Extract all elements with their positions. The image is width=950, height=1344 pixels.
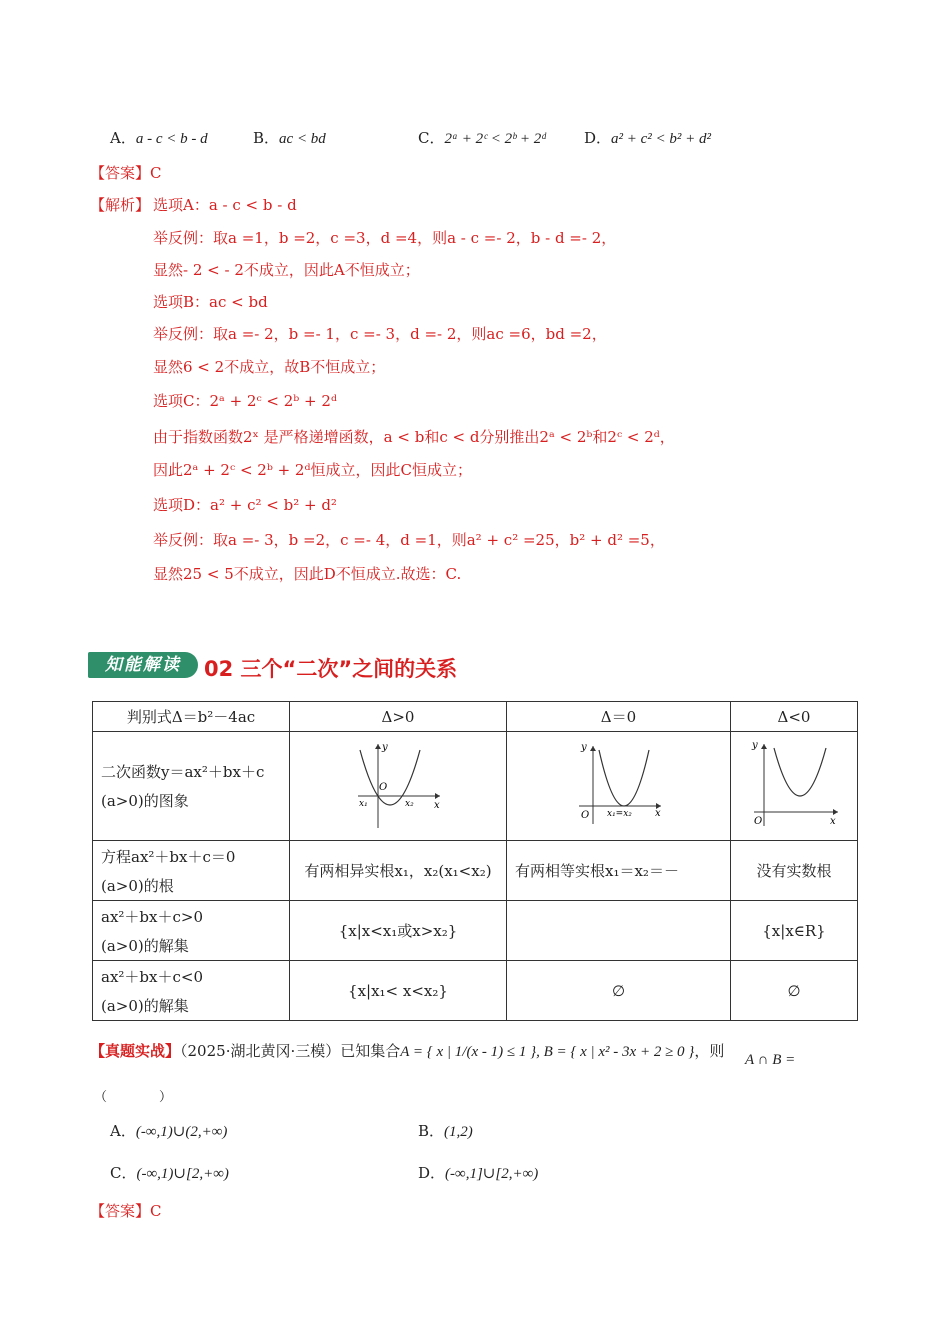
svg-text:x₂: x₂ bbox=[405, 799, 414, 809]
svg-text:O: O bbox=[580, 810, 589, 821]
analysis-line: 因此2ᵃ + 2ᶜ < 2ᵇ + 2ᵈ恒成立，因此C恒成立； bbox=[153, 461, 472, 479]
svg-text:x: x bbox=[654, 808, 661, 819]
svg-text:x: x bbox=[434, 800, 440, 811]
graph-cell-pos bbox=[290, 732, 507, 841]
table-row-label: 二次函数y＝ax²＋bx＋c (a>0)的图象 bbox=[93, 732, 290, 841]
table-cell bbox=[507, 901, 731, 961]
table-header-cell: Δ＝0 bbox=[507, 702, 731, 732]
table-header-cell: 判别式Δ＝b²－4ac bbox=[93, 702, 290, 732]
analysis-line: 显然6 < 2不成立，故B不恒成立； bbox=[153, 358, 386, 376]
quadratic-table bbox=[92, 701, 858, 1021]
q1-option-b: B．ac < bd bbox=[253, 129, 326, 147]
answer-1: 【答案】C bbox=[90, 164, 162, 182]
q2-option-b: B．(1,2) bbox=[418, 1122, 473, 1140]
table-cell: {x|x₁< x<x₂} bbox=[290, 961, 507, 1021]
svg-text:y: y bbox=[382, 742, 388, 753]
table-cell: 有两相异实根x₁，x₂(x₁<x₂) bbox=[290, 841, 507, 901]
analysis-tag: 【解析】 bbox=[90, 196, 151, 214]
q2-answer-paren: （ ） bbox=[94, 1090, 173, 1105]
analysis-line: 举反例：取a =- 2，b =- 1，c =- 3，d =- 2，则ac =6，bd =2， bbox=[153, 325, 607, 343]
table-cell: 有两相等实根x₁＝x₂＝－ bbox=[507, 841, 731, 901]
graph-cell-neg bbox=[731, 732, 858, 841]
table-cell: 没有实数根 bbox=[731, 841, 858, 901]
analysis-line: 显然25 < 5不成立，因此D不恒成立.故选：C. bbox=[153, 565, 462, 583]
parabola-one-root-graph bbox=[569, 736, 669, 832]
svg-text:y: y bbox=[752, 740, 758, 751]
q1-option-c: C．2ᵃ + 2ᶜ < 2ᵇ + 2ᵈ bbox=[418, 129, 546, 147]
table-cell: ∅ bbox=[507, 961, 731, 1021]
svg-text:O: O bbox=[379, 782, 388, 793]
analysis-line: 显然- 2 < - 2不成立，因此A不恒成立； bbox=[153, 261, 420, 279]
table-row-label: ax²＋bx＋c<0 (a>0)的解集 bbox=[93, 961, 290, 1021]
analysis-line: 选项B：ac < bd bbox=[153, 293, 268, 311]
table-header-cell: Δ<0 bbox=[731, 702, 858, 732]
table-cell: {x|x∈R} bbox=[731, 901, 858, 961]
svg-text:O: O bbox=[754, 816, 763, 827]
analysis-line: 选项C：2ᵃ + 2ᶜ < 2ᵇ + 2ᵈ bbox=[153, 392, 337, 410]
parabola-no-root-graph bbox=[744, 736, 844, 832]
q1-option-a: A．a - c < b - d bbox=[110, 129, 208, 147]
analysis-line: 选项D：a² + c² < b² + d² bbox=[153, 496, 337, 514]
svg-text:x: x bbox=[830, 816, 836, 827]
table-cell: ∅ bbox=[731, 961, 858, 1021]
svg-text:x₁=x₂: x₁=x₂ bbox=[606, 809, 632, 819]
analysis-line: 由于指数函数2ˣ 是严格递增函数，a < b和c < d分别推出2ᵃ < 2ᵇ和2ᶜ < 2ᵈ， bbox=[153, 428, 675, 446]
table-cell: {x|x<x₁或x>x₂} bbox=[290, 901, 507, 961]
analysis-line: 举反例：取a =- 3，b =2，c =- 4，d =1，则a² + c² =25，b² + d² =5， bbox=[153, 531, 665, 549]
answer-2: 【答案】C bbox=[90, 1202, 162, 1220]
q2-stem: 【真题实战】（2025·湖北黄冈·三模）已知集合A = { x | 1/(x - 1) ≤ 1 }, B = { x | x² - 3x + 2 ≥ 0 }，则 bbox=[90, 1042, 725, 1060]
q1-option-d: D．a² + c² < b² + d² bbox=[584, 129, 712, 147]
parabola-two-roots-graph bbox=[348, 736, 448, 832]
analysis-line: 选项A：a - c < b - d bbox=[153, 196, 297, 214]
section-banner: 知能解读 bbox=[88, 652, 198, 678]
q2-option-d: D．(-∞,1]∪[2,+∞) bbox=[418, 1164, 539, 1182]
q2-option-a: A．(-∞,1)∪(2,+∞) bbox=[110, 1122, 228, 1140]
section-title: 02 三个“二次”之间的关系 bbox=[204, 657, 458, 681]
q2-ask: A ∩ B = bbox=[745, 1052, 796, 1068]
table-row-label: ax²＋bx＋c>0 (a>0)的解集 bbox=[93, 901, 290, 961]
analysis-line: 举反例：取a =1，b =2，c =3，d =4，则a - c =- 2，b - d =- 2， bbox=[153, 229, 617, 247]
table-row-label: 方程ax²＋bx＋c＝0 (a>0)的根 bbox=[93, 841, 290, 901]
q2-option-c: C．(-∞,1)∪[2,+∞) bbox=[110, 1164, 229, 1182]
graph-cell-zero bbox=[507, 732, 731, 841]
svg-text:y: y bbox=[580, 742, 587, 753]
table-header-cell: Δ>0 bbox=[290, 702, 507, 732]
svg-text:x₁: x₁ bbox=[359, 799, 368, 809]
